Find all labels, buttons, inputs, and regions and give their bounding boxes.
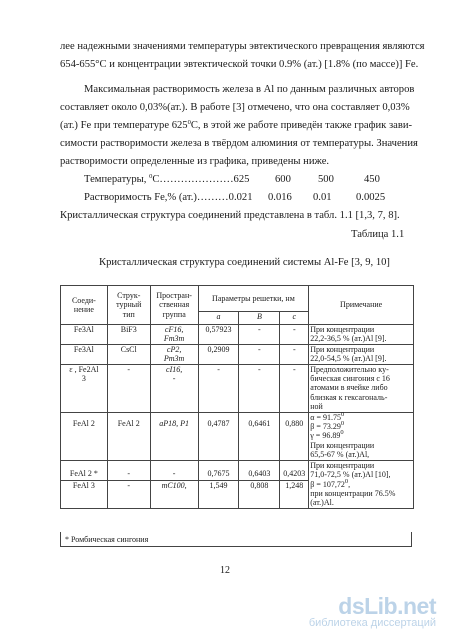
cell-compound: FeAl 3 [61, 480, 108, 508]
cell-b: - [239, 344, 280, 364]
solubility-row: Растворимость Fe,% (ат.)………0.021 [84, 192, 253, 203]
cell-b: 0,6461 [239, 412, 280, 460]
text-line-2: 654-655°С и концентрации эвтектической точки 0.9% (ат.) [1.8% (по массе)] Fe. [60, 59, 419, 70]
watermark [309, 593, 436, 629]
cell-note: При концентрации 22,0-54,5 % (ат.)Al [9]. [309, 344, 414, 364]
cell-group: cI16, - [150, 364, 198, 412]
cell-type: - [107, 480, 150, 508]
cell-c: 0,880 [280, 412, 309, 460]
cell-type: - [107, 460, 150, 480]
cell-compound: FeAl 2 * [61, 460, 108, 480]
cell-group: aP18, P1 [150, 412, 198, 460]
text-line-1: лее надежными значениями температуры эвтектического превращения являются [60, 41, 425, 52]
cell-note: Предположительно ку- бическая сингония с 16 атомами в ячейке либо близкая к гексагональ- ной [309, 364, 414, 412]
text-line-5: (ат.) Fe при температуре $625^0С$, в этой же работе приведён также график зави- [60, 119, 413, 131]
page-number: 12 [220, 565, 230, 576]
cell-b: 0,808 [239, 480, 280, 508]
text-line-4: составляет около 0,03%(ат.). В работе [3] отмечено, что она составляет 0,03% [60, 102, 410, 113]
temperature-row: Температуры, $^0$С…………………625 [84, 173, 250, 185]
cell-a: - [198, 364, 239, 412]
sol-value-1: 0.016 [268, 192, 292, 203]
table-label: Таблица 1.1 [351, 229, 405, 240]
cell-a: 0,4787 [198, 412, 239, 460]
header-note: Примечание [309, 286, 414, 325]
cell-c: - [280, 325, 309, 345]
sol-value-3: 0.0025 [356, 192, 386, 203]
cell-a: 1,549 [198, 480, 239, 508]
text-line-3: Максимальная растворимость железа в Al по данным различных авторов [84, 84, 415, 95]
table-footnote: * Ромбическая сингония [60, 532, 412, 547]
cell-note: $\alpha = 91.75^0$ $\beta = 73.29^0$ $\gamma = 96.89^0$ При концентрации 65,5-67 % (ат.)Al, [309, 412, 414, 460]
cell-compound: ε , Fe2Al 3 [61, 364, 108, 412]
header-lattice-params: Параметры решетки, нм [198, 286, 309, 312]
cell-compound: Fe3Al [61, 325, 108, 345]
header-compound: Соеди- нение [61, 286, 108, 325]
table-row [61, 344, 414, 364]
cell-group: - [150, 460, 198, 480]
cell-type: - [107, 364, 150, 412]
cell-a: 0,2909 [198, 344, 239, 364]
cell-b: - [239, 364, 280, 412]
cell-compound: Fe3Al [61, 344, 108, 364]
temp-value-1: 600 [275, 174, 291, 185]
header-structure-type: Струк- турный тип [107, 286, 150, 325]
cell-c: 1,248 [280, 480, 309, 508]
cell-group: cF16, Fm3m [150, 325, 198, 345]
cell-group: cP2, Pm3m [150, 344, 198, 364]
table-row [61, 460, 414, 480]
cell-type: FeAl 2 [107, 412, 150, 460]
cell-compound: FeAl 2 [61, 412, 108, 460]
crystal-intro: Кристаллическая структура соединений представлена в табл. 1.1 [1,3, 7, 8]. [60, 210, 400, 221]
cell-b: - [239, 325, 280, 345]
sol-value-2: 0.01 [313, 192, 332, 203]
text-line-7: растворимости определенные из графика, приведены ниже. [60, 156, 330, 167]
temp-value-2: 500 [318, 174, 334, 185]
cell-type: CsCl [107, 344, 150, 364]
header-c: c [280, 312, 309, 325]
table-title: Кристаллическая структура соединений системы Al-Fe [3, 9, 10] [99, 257, 390, 268]
header-b: B [239, 312, 280, 325]
crystal-structure-table [60, 285, 414, 509]
cell-b: 0,6403 [239, 460, 280, 480]
watermark-subtitle: библиотека диссертаций [308, 617, 436, 629]
header-a: a [198, 312, 239, 325]
text-line-6: симости растворимости железа в твёрдом алюминия от температуры. Значения [60, 138, 418, 149]
table-row [61, 364, 414, 412]
cell-c: 0,4203 [280, 460, 309, 480]
temp-value-3: 450 [364, 174, 380, 185]
watermark-logo: dsLib.net [338, 593, 436, 619]
cell-type: BiF3 [107, 325, 150, 345]
cell-c: - [280, 364, 309, 412]
cell-a: 0,57923 [198, 325, 239, 345]
cell-note: При концентрации 22,2-36,5 % (ат.)Al [9]. [309, 325, 414, 345]
cell-c: - [280, 344, 309, 364]
header-space-group: Простран- ственная группа [150, 286, 198, 325]
table-row [61, 412, 414, 460]
cell-group: mC100, [150, 480, 198, 508]
cell-a: 0,7675 [198, 460, 239, 480]
table-row [61, 325, 414, 345]
cell-note: При концентрации 71,0-72,5 % (ат.)Al [10], $\beta = 107,72^0$, при концентрации 76.5% (ат.)Al. [309, 460, 414, 508]
